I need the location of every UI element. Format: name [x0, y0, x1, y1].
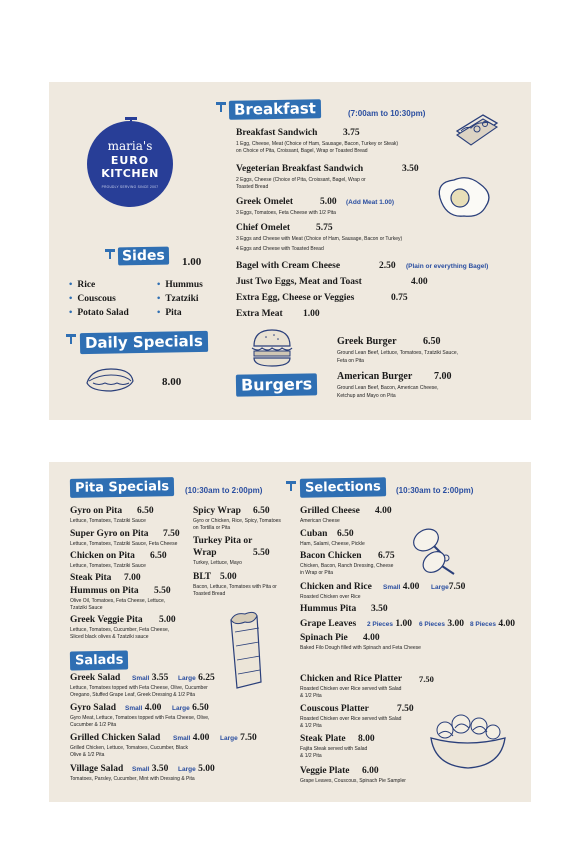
menu-item: BLT 5.00 [193, 572, 237, 582]
menu-item: Vegeterian Breakfast Sandwich 3.50 [236, 164, 419, 174]
menu-item: Steak Plate 8.00 [300, 734, 375, 744]
item-description: Ham, Salami, Cheese, Pickle [300, 541, 365, 547]
item-description: 4 Eggs and Cheese with Toasted Bread [236, 246, 324, 252]
side-item: • Rice [69, 280, 96, 290]
item-description: in Wrap or Pita [300, 570, 333, 576]
breakfast-title: Breakfast [229, 99, 321, 120]
burger-illustration [250, 328, 294, 368]
logo-line1: maria's [107, 139, 153, 153]
item-description: Ground Lean Beef, Bacon, American Cheese, [337, 385, 439, 391]
item-description: Lettuce, Tomatoes, Tzatziki Sauce, Feta Cheese [70, 541, 178, 547]
breakfast-menu-panel [49, 82, 531, 420]
item-description: Roasted Chicken over Rice served with Salad [300, 686, 402, 692]
menu-item: Spinach Pie 4.00 [300, 633, 380, 643]
item-description: Tzatziki Sauce [70, 605, 103, 611]
logo [87, 121, 173, 207]
item-description: Lettuce, Tomatoes, Tzatziki Sauce [70, 518, 146, 524]
burgers-title: Burgers [236, 373, 318, 396]
item-description: & 1/2 Pita [300, 723, 322, 729]
menu-item: Bacon Chicken 6.75 [300, 551, 395, 561]
item-description: Lettuce, Tomatoes, Tzatziki Sauce [70, 563, 146, 569]
menu-item: Wrap 5.50 [193, 548, 270, 558]
menu-item: Couscous Platter 7.50 [300, 704, 414, 714]
menu-item: Extra Egg, Cheese or Veggies 0.75 [236, 293, 408, 303]
item-description: Lettuce, Tomatoes topped with Feta Cheese, Olive, Cucumber [70, 685, 208, 691]
wrap-illustration [221, 612, 267, 692]
item-description: Ground Lean Beef, Lettuce, Tomatoes, Tzatziki Sauce, [337, 350, 458, 356]
menu-item: Grilled Chicken Salad Small 4.00 Large 7.50 [70, 733, 257, 743]
item-description: 3 Eggs, Tomatoes, Feta Cheese with 1/2 Pita [236, 210, 336, 216]
selections-hours: (10:30am to 2:00pm) [396, 486, 474, 495]
pita-specials-title: Pita Specials [70, 477, 174, 498]
item-description: Ketchup and Mayo on Pita [337, 393, 396, 399]
item-description: Lettuce, Tomatoes, Cucumber, Feta Cheese, [70, 627, 170, 633]
side-item: • Tzatziki [157, 294, 199, 304]
menu-item: Bagel with Cream Cheese 2.50 (Plain or everything Bagel) [236, 261, 489, 271]
pita-specials-hours: (10:30am to 2:00pm) [185, 486, 263, 495]
item-description: Bacon, Lettuce, Tomatoes with Pita or [193, 584, 277, 590]
menu-item: Gyro Salad Small 4.00 Large 6.50 [70, 703, 209, 713]
item-description: Olive Oil, Tomatoes, Feta Cheese, Lettuce, [70, 598, 166, 604]
item-description: Turkey, Lettuce, Mayo [193, 560, 242, 566]
item-description: Baked Filo Dough filled with Spinach and Feta Cheese [300, 645, 421, 651]
item-description: on Choice of Pita, Croissant, Bagel, Wrap or Toasted Bread [236, 148, 368, 154]
item-description: 1 Egg, Cheese, Meat (Choice of Ham, Sausage, Bacon, Turkey or Steak) [236, 141, 399, 147]
menu-item: Breakfast Sandwich 3.75 [236, 128, 360, 138]
logo-tagline: PROUDLY SERVING SINCE 2007 [101, 185, 159, 189]
menu-item: Gyro on Pita 6.50 [70, 506, 154, 516]
menu-item: Greek Omelet 5.00 (Add Meat 1.00) [236, 197, 395, 207]
salads-title: Salads [70, 650, 129, 670]
menu-item: Chicken and Rice Platter 7.50 [300, 674, 434, 684]
side-item: • Hummus [157, 280, 203, 290]
salad-bowl-illustration [427, 710, 509, 772]
item-description: Toasted Bread [193, 591, 226, 597]
menu-item: Spicy Wrap 6.50 [193, 506, 270, 516]
menu-item: Just Two Eggs, Meat and Toast 4.00 [236, 277, 428, 287]
item-description: Roasted Chicken over Rice [300, 594, 361, 600]
logo-line3: KITCHEN [101, 167, 159, 180]
item-description: Chicken, Bacon, Ranch Dressing, Cheese [300, 563, 394, 569]
chicken-leg-illustration [410, 522, 470, 578]
side-item: • Potato Salad [69, 308, 129, 318]
menu-item: Greek Salad Small 3.55 Large 6.25 [70, 673, 215, 683]
item-description: 3 Eggs and Cheese with Meat (Choice of Ham, Sausage, Bacon or Turkey) [236, 236, 403, 242]
menu-item: Chicken and Rice Small 4.00 Large7.50 [300, 582, 466, 592]
menu-item: Hummus on Pita 5.50 [70, 586, 171, 596]
item-description: Grilled Chicken, Lettuce, Tomatoes, Cucumber, Black [70, 745, 189, 751]
item-description: Gyro or Chicken, Rice, Spicy, Tomatoes [193, 518, 281, 524]
daily-specials-price: 8.00 [162, 376, 182, 388]
item-description: Sliced black olives & Tzatziki sauce [70, 634, 149, 640]
item-description: Gyro Meat, Lettuce, Tomatoes topped with Feta Cheese, Olive, [70, 715, 210, 721]
logo-line2: EURO [110, 154, 150, 167]
item-description: Toasted Bread [236, 184, 269, 190]
item-description: & 1/2 Pita [300, 693, 322, 699]
side-item: • Couscous [69, 294, 116, 304]
menu-item: Greek Burger 6.50 [337, 336, 441, 347]
menu-item: Veggie Plate 6.00 [300, 766, 379, 776]
sandwich-illustration [453, 109, 501, 151]
lunch-menu-panel [49, 462, 531, 802]
sides-title: Sides [118, 247, 169, 266]
menu-item: Hummus Pita 3.50 [300, 604, 388, 614]
sub-sandwich-illustration [85, 365, 135, 395]
item-description: & 1/2 Pita [300, 753, 322, 759]
item-description: American Cheese [300, 518, 340, 524]
item-description: Roasted Chicken over Rice served with Salad [300, 716, 402, 722]
breakfast-hours: (7:00am to 10:30pm) [348, 109, 426, 118]
fried-egg-illustration [432, 176, 492, 221]
menu-item: Grilled Cheese 4.00 [300, 506, 392, 516]
menu-item: Chief Omelet 5.75 [236, 223, 333, 233]
menu-item: Greek Veggie Pita 5.00 [70, 615, 176, 625]
side-item: • Pita [157, 308, 182, 318]
item-description: Feta on Pita [337, 358, 364, 364]
item-description: 2 Eggs, Cheese (Choice of Pita, Croissant, Bagel, Wrap or [236, 177, 366, 183]
item-description: Cucumber & 1/2 Pita [70, 722, 117, 728]
item-description: Fajita Steak served with Salad [300, 746, 368, 752]
item-description: on Tortilla or Pita [193, 525, 231, 531]
menu-item: Chicken on Pita 6.50 [70, 551, 167, 561]
sides-price: 1.00 [182, 256, 202, 268]
menu-item: Steak Pita 7.00 [70, 573, 141, 583]
daily-specials-title: Daily Specials [80, 331, 208, 354]
menu-item: Extra Meat 1.00 [236, 309, 320, 319]
item-description: Oregano, Stuffed Grape Leaf, Greek Dressing & 1/2 Pita [70, 692, 195, 698]
menu-item: Turkey Pita or [193, 536, 253, 546]
menu-item: Cuban 6.50 [300, 529, 354, 539]
item-description: Olive & 1/2 Pita [70, 752, 105, 758]
item-description: Tomatoes, Parsley, Cucumber, Mint with Dressing & Pita [70, 776, 195, 782]
menu-item: Village Salad Small 3.50 Large 5.00 [70, 764, 215, 774]
item-description: Grape Leaves, Couscous, Spinach Pie Sampler [300, 778, 406, 784]
menu-item: Super Gyro on Pita 7.50 [70, 529, 180, 539]
selections-title: Selections [300, 477, 386, 497]
menu-item: Grape Leaves 2 Pieces 1.00 6 Pieces 3.00 8 Pieces 4.00 [300, 619, 516, 629]
menu-item: American Burger 7.00 [337, 371, 452, 382]
